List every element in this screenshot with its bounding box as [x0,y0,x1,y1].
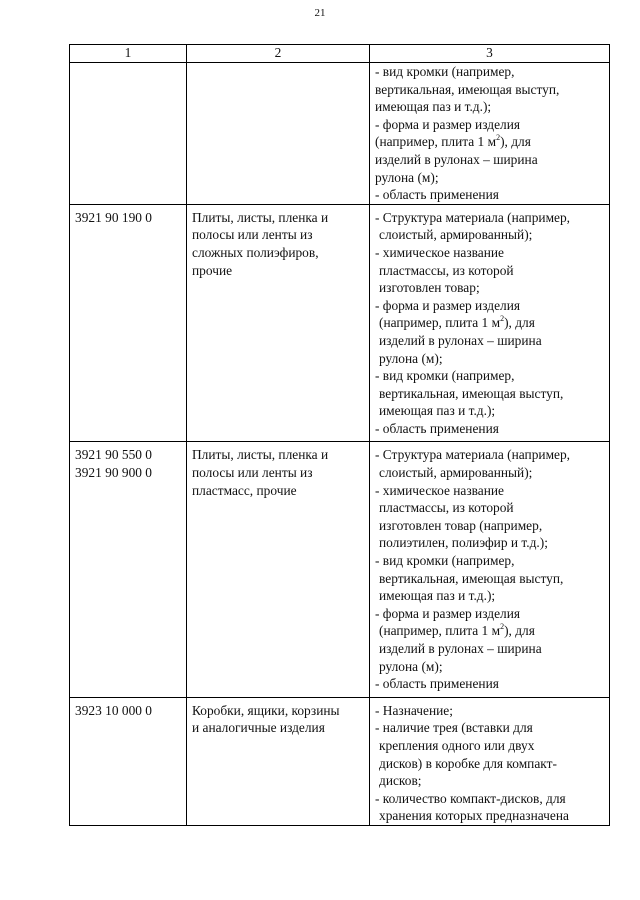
feature-line: - форма и размер изделия [375,297,521,313]
feature-line: имеющая паз и т.д.); [379,403,496,419]
name-cell [187,63,370,205]
product-name-line: Коробки, ящики, корзины [192,702,340,718]
feature-line: - область применения [375,676,499,692]
code-cell [70,204,187,442]
table-header-row [70,45,610,63]
column-header-2: 2 [187,45,370,63]
feature-line: изделий в рулонах – ширина [379,641,542,656]
feature-line: слоистый, армированный); [379,465,533,481]
feature-line: - форма и размер изделия [375,116,521,132]
feature-line: - область применения [375,187,499,203]
feature-line: рулона (м); [375,169,439,185]
feature-line: дисков; [379,773,422,789]
feature-line: изготовлен товар (например, [379,517,543,533]
feature-line: имеющая паз и т.д.); [375,99,492,115]
commodity-code: 3923 10 000 0 [75,702,152,718]
feature-line: крепления одного или двух [379,737,535,753]
name-cell [187,697,370,825]
product-name-line: сложных полиэфиров, [192,244,319,260]
feature-line: изготовлен товар; [379,280,480,296]
feature-line: - вид кромки (например, [375,64,515,79]
feature-line: - вид кромки (например, [375,368,515,384]
column-header-3: 3 [370,45,610,63]
feature-line: рулона (м); [379,350,443,366]
product-name-line: и аналогичные изделия [192,720,325,736]
feature-line: пластмассы, из которой [379,500,514,516]
code-cell [70,63,187,205]
superscript-2: 2 [500,622,505,632]
feature-line: - область применения [375,420,499,436]
feature-line: (например, плита 1 $м^2$), для [375,133,531,150]
feature-line: - химическое название [375,482,505,498]
commodity-code: 3921 90 900 0 [75,465,152,481]
feature-line: - наличие трея (вставки для [375,720,533,736]
feature-line: изделий в рулонах – ширина [375,151,538,167]
feature-line: - Назначение; [375,702,453,718]
feature-line: хранения которых предназначена [379,808,569,824]
commodity-code: 3921 90 190 0 [75,209,152,225]
code-cell [70,442,187,697]
name-cell [187,204,370,442]
column-header-1: 1 [70,45,187,63]
product-name-line: полосы или ленты из [192,227,313,243]
feature-line: - Структура материала (например, [375,447,571,463]
features-cell [370,442,610,697]
feature-line: имеющая паз и т.д.); [379,588,496,604]
feature-line: (например, плита 1 $м^2$), для [379,314,535,331]
feature-line: слоистый, армированный); [379,227,533,243]
commodity-code: 3921 90 550 0 [75,447,152,463]
feature-line: пластмассы, из которой [379,262,514,278]
superscript-2: 2 [496,133,501,143]
feature-line: - химическое название [375,244,505,260]
feature-line: рулона (м); [379,658,443,674]
feature-line: - форма и размер изделия [375,605,521,621]
name-cell [187,442,370,697]
features-cell [370,697,610,825]
table-row [70,204,610,442]
table-row [70,442,610,697]
product-name-line: Плиты, листы, пленка и [192,447,329,463]
feature-line: (например, плита 1 $м^2$), для [379,622,535,639]
table-row [70,63,610,205]
customs-classification-table [69,44,610,826]
table-row [70,697,610,825]
product-name-line: пластмасс, прочие [192,482,297,498]
feature-line: дисков) в коробке для компакт- [379,755,557,771]
feature-line: - вид кромки (например, [375,553,515,569]
feature-line: вертикальная, имеющая выступ, [379,570,564,586]
features-cell [370,204,610,442]
code-cell [70,697,187,825]
product-name-line: полосы или ленты из [192,465,313,481]
product-name-line: Плиты, листы, пленка и [192,209,329,225]
feature-line: - количество компакт-дисков, для [375,790,566,806]
page-number: 21 [314,7,326,19]
feature-line: вертикальная, имеющая выступ, [375,81,560,97]
feature-line: - Структура материала (например, [375,209,571,225]
features-cell [370,63,610,205]
product-name-line: прочие [192,262,233,278]
feature-line: вертикальная, имеющая выступ, [379,385,564,401]
superscript-2: 2 [500,314,505,324]
feature-line: изделий в рулонах – ширина [379,332,542,348]
feature-line: полиэтилен, полиэфир и т.д.); [379,535,548,551]
